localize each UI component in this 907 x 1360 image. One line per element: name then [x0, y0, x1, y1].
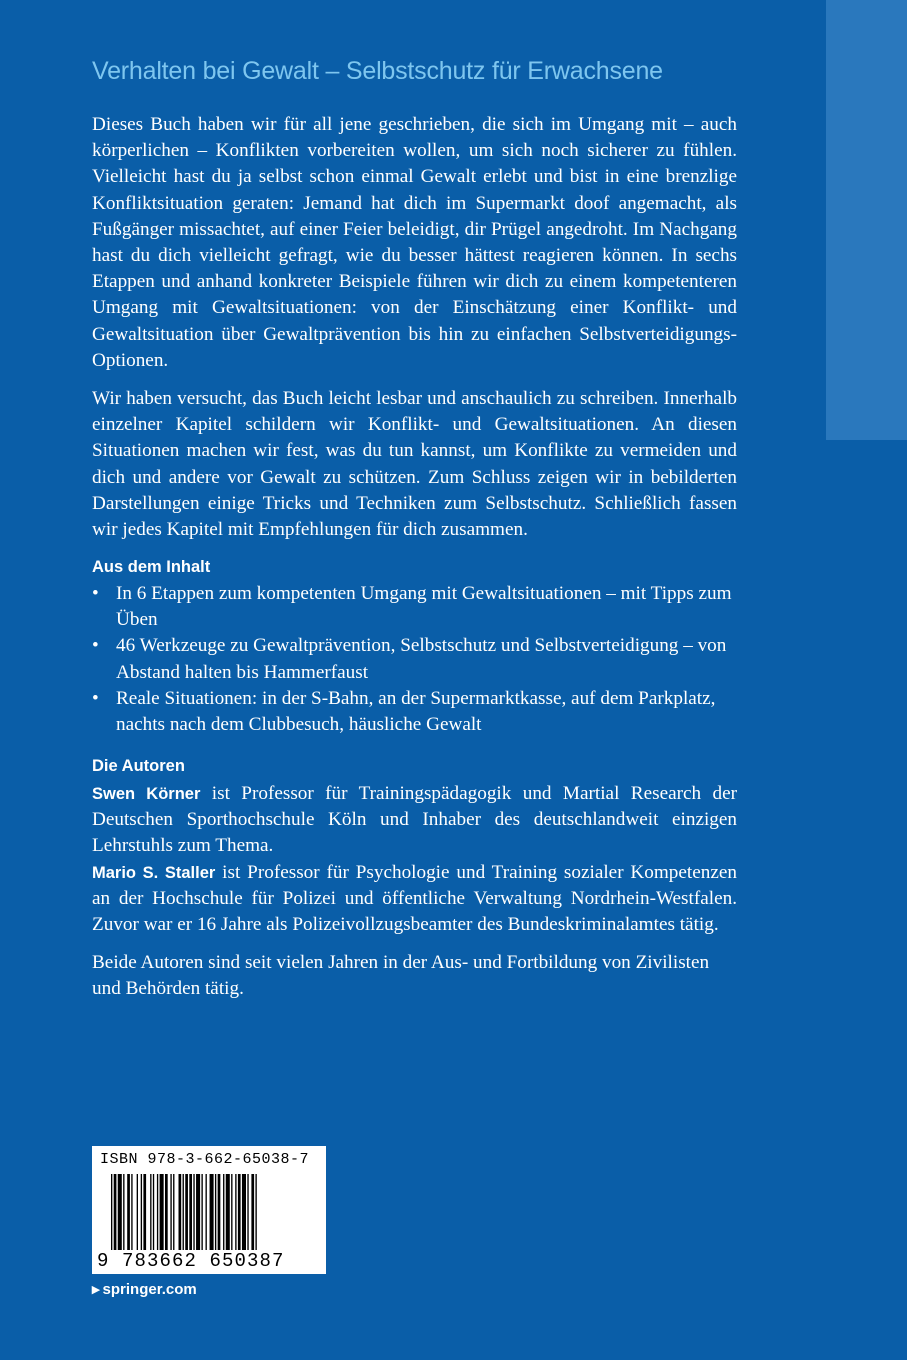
- contents-list: [92, 581, 752, 738]
- barcode-bar: [210, 1174, 214, 1250]
- authors-closing: Beide Autoren sind seit vielen Jahren in der Aus- und Fortbildung von Zivilisten und Behörden tätig.: [92, 952, 710, 1000]
- decorative-side-panel: [826, 0, 907, 440]
- authors-heading: Die Autoren: [92, 757, 185, 775]
- barcode-bar: [111, 1174, 112, 1250]
- list-item: [92, 686, 752, 738]
- intro-paragraph-1: Dieses Buch haben wir für all jene geschrieben, die sich im Umgang mit – auch körperlichen – Konflikten vorbereiten wollen, um sich noch sicherer zu fühlen. Vielleicht hast du ja selbst schon einmal Gewalt erlebt und bist in eine brenzlige Konfliktsituation geraten: Jemand hat dich im Supermarkt doof angemacht, als Fußgänger missachtet, auf einer Feier beleidigt, dir Prügel angedroht. Im Nachgang hast du dich vielleicht gefragt, wie du besser hättest reagieren können. In sechs Etappen und anhand konkreter Beispiele führen wir dich zu einem kompetenteren Umgang mit Gewaltsituationen: von der Einschätzung einer Konflikt- und Gewaltsituation über Gewaltprävention bis hin zu einfachen Selbstverteidigungs-Optionen.: [92, 114, 737, 371]
- list-item: [92, 581, 752, 633]
- barcode-bar: [206, 1174, 207, 1250]
- bullet-icon: •: [92, 687, 99, 709]
- barcode-bar: [189, 1174, 192, 1250]
- barcode-bar: [179, 1174, 182, 1250]
- barcode-bar: [150, 1174, 151, 1250]
- barcode-bar: [238, 1174, 241, 1250]
- barcode-bar: [231, 1174, 232, 1250]
- barcode-bar: [242, 1174, 246, 1250]
- barcode-bar: [160, 1174, 164, 1250]
- barcode-bar: [127, 1174, 130, 1250]
- barcode-bar: [218, 1174, 221, 1250]
- author-2-paragraph: [92, 860, 737, 939]
- barcode-bar: [153, 1174, 154, 1250]
- barcode-bar: [215, 1174, 216, 1250]
- author-2-name: Mario S. Staller: [92, 863, 216, 882]
- barcode-bar: [247, 1174, 248, 1250]
- barcode-bar: [201, 1174, 202, 1250]
- barcode-bar: [114, 1174, 117, 1250]
- isbn-barcode: [92, 1146, 326, 1274]
- barcode-bar: [165, 1174, 168, 1250]
- barcode-bar: [235, 1174, 236, 1250]
- authors-section: [92, 781, 737, 938]
- barcode-bar: [123, 1174, 124, 1250]
- author-2-bio: ist Professor für Psychologie und Training sozialer Kompetenzen an der Hochschule für Polizei und öffentliche Verwaltung Nordrhein-Westfalen. Zuvor war er 16 Jahre als Polizeivollzugsbeamter des Bundeskriminalamtes tätig.: [92, 861, 737, 936]
- list-item-text: Reale Situationen: in der S-Bahn, an der Supermarktkasse, auf dem Parkplatz, nachts nach dem Clubbesuch, häusliche Gewalt: [116, 687, 716, 736]
- barcode-bar: [118, 1174, 122, 1250]
- barcode-bar: [183, 1174, 184, 1250]
- barcode-bar: [193, 1174, 194, 1250]
- barcode-bar: [185, 1174, 188, 1250]
- list-item: [92, 633, 752, 685]
- barcode-bar: [223, 1174, 224, 1250]
- bullet-icon: •: [92, 583, 99, 604]
- book-title: Verhalten bei Gewalt – Selbstschutz für Erwachsene: [92, 57, 663, 85]
- arrow-icon: ▸: [92, 1281, 100, 1298]
- isbn-label: ISBN 978-3-662-65038-7: [100, 1151, 310, 1168]
- barcode-bar: [141, 1174, 142, 1250]
- intro-paragraph-2: Wir haben versucht, das Buch leicht lesbar und anschaulich zu schreiben. Innerhalb einzelner Kapitel schildern wir Konflikt- und Gewaltsituationen. An diesen Situationen machen wir fest, was du tun kannst, um Konflikte zu vermeiden und dich und andere vor Gewalt zu schützen. Zum Schluss zeigen wir in bebilderten Darstellungen einige Tricks und Techniken zum Selbstschutz. Schließlich fassen wir jedes Kapitel mit Empfehlungen für dich zusammen.: [92, 388, 737, 541]
- author-1-paragraph: [92, 781, 737, 860]
- barcode-bar: [226, 1174, 230, 1250]
- barcode-bar: [143, 1174, 146, 1250]
- barcode-bar: [131, 1174, 132, 1250]
- barcode-bar: [137, 1174, 138, 1250]
- author-1-name: Swen Körner: [92, 785, 201, 803]
- contents-heading: Aus dem Inhalt: [92, 558, 211, 576]
- publisher-link[interactable]: [92, 1280, 197, 1298]
- barcode-bar: [251, 1174, 254, 1250]
- barcode-bar: [173, 1174, 174, 1250]
- list-item-text: 46 Werkzeuge zu Gewaltprävention, Selbstschutz und Selbstverteidigung – von Abstand halten bis Hammerfaust: [116, 635, 727, 683]
- author-1-bio: ist Professor für Trainingspädagogik und Martial Research der Deutschen Sporthochschule Köln und Inhaber des deutschlandweit einzigen Lehrstuhls zum Thema.: [92, 783, 737, 857]
- barcode-bar: [170, 1174, 171, 1250]
- barcode-bar: [157, 1174, 158, 1250]
- barcode-bars: [111, 1174, 307, 1250]
- publisher-url: springer.com: [102, 1281, 197, 1298]
- barcode-bar: [196, 1174, 200, 1250]
- barcode-bar: [255, 1174, 256, 1250]
- list-item-text: In 6 Etappen zum kompetenten Umgang mit Gewaltsituationen – mit Tipps zum Üben: [116, 583, 732, 631]
- barcode-digits: 9 783662 650387: [97, 1250, 285, 1272]
- bullet-icon: •: [92, 635, 99, 657]
